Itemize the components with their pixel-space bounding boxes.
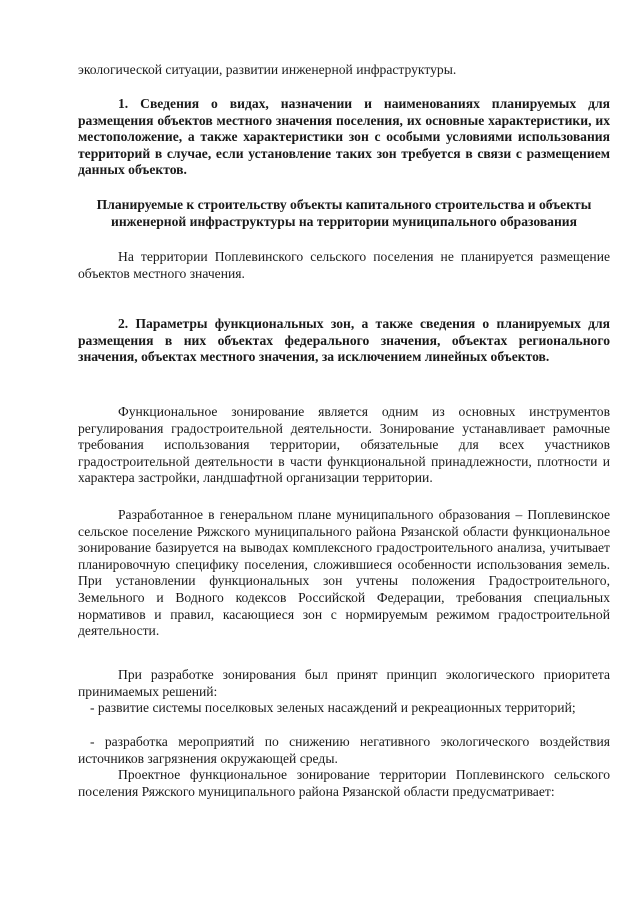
list-item <box>78 700 610 717</box>
section2-paragraph-1: Функциональное зонирование является одним из основных инструментов регулирования градостроительной деятельности. Зонирование устанавливает рамочные требования использования территории, обязательные для всех участников градостроительной деятельности в части функциональной принадлежности, плотности и характера застройки, ландшафтной организации территории. <box>78 404 610 486</box>
section2-paragraph-4: Проектное функциональное зонирование территории Поплевинского сельского поселения Ряжского муниципального района Рязанской области предусматривает: <box>78 767 610 799</box>
list-item-text: - развитие системы поселковых зеленых насаждений и рекреационных территорий; <box>90 700 576 715</box>
section1-subheading: Планируемые к строительству объекты капитального строительства и объекты инженерной инфраструктуры на территории муниципального образования <box>96 197 592 229</box>
section1-heading: 1. Сведения о видах, назначении и наименованиях планируемых для размещения объектов местного значения поселения, их основные характеристики, их местоположение, а также характеристики зон с особыми условиями использования территорий в случае, если установление таких зон требуется в связи с размещением данных объектов. <box>78 96 610 178</box>
section2-paragraph-2: Разработанное в генеральном плане муниципального образования – Поплевинское сельское поселение Ряжского муниципального района Рязанской области функциональное зонирование базируется на выводах комплексного градостроительного анализа, учитывает планировочную специфику поселения, сложившиеся особенности использования земель. При установлении функциональных зон учтены положения Градостроительного, Земельного и Водного кодексов Российской Федерации, требования специальных нормативов и правил, касающиеся зон с нормируемым режимом градостроительной деятельности. <box>78 507 610 639</box>
list-item-text: - разработка мероприятий по снижению негативного экологического воздействия источников загрязнения окружающей среды. <box>78 734 610 766</box>
section2-heading: 2. Параметры функциональных зон, а также сведения о планируемых для размещения в них объектах федерального значения, объектах регионального значения, объектах местного значения, за исключением линейных объектов. <box>78 316 610 365</box>
intro-line: экологической ситуации, развитии инженерной инфраструктуры. <box>78 62 457 77</box>
section1-paragraph: На территории Поплевинского сельского поселения не планируется размещение объектов местного значения. <box>78 249 610 281</box>
section2-paragraph-3: При разработке зонирования был принят принцип экологического приоритета принимаемых решений: <box>78 667 610 699</box>
list-item <box>78 734 610 767</box>
